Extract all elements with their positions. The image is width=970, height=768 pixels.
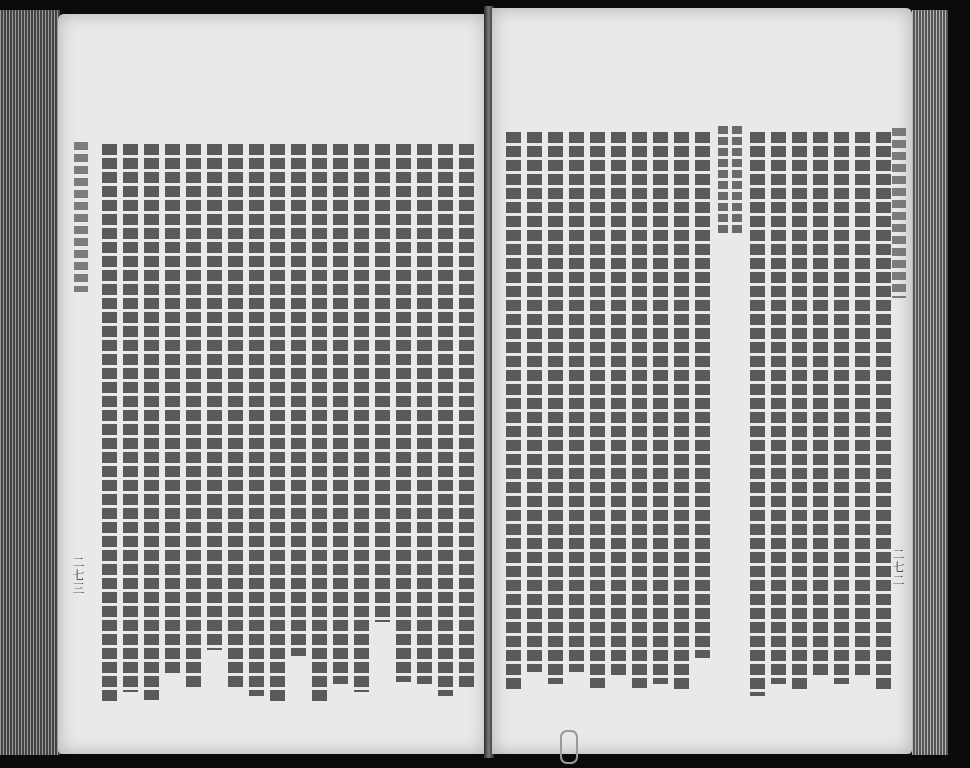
text-column <box>506 132 521 692</box>
text-column <box>834 132 849 684</box>
clip-icon <box>560 730 578 764</box>
left-running-header <box>74 142 88 292</box>
text-column <box>590 132 605 688</box>
left-page-edges <box>0 10 60 755</box>
text-column <box>165 144 180 674</box>
text-column <box>375 144 390 622</box>
text-column <box>270 144 285 704</box>
text-column <box>695 132 710 658</box>
text-column <box>438 144 453 696</box>
text-column <box>750 132 765 696</box>
text-column <box>653 132 668 684</box>
left-page <box>58 14 486 754</box>
text-column <box>527 132 542 672</box>
text-column <box>813 132 828 678</box>
text-column <box>354 144 369 692</box>
text-column <box>771 132 786 684</box>
text-column <box>144 144 159 700</box>
text-column <box>186 144 201 690</box>
right-page <box>492 8 912 754</box>
text-column <box>291 144 306 656</box>
text-column <box>674 132 689 692</box>
text-column <box>855 132 870 676</box>
text-column <box>312 144 327 702</box>
text-column-small <box>732 126 742 236</box>
text-column <box>102 144 117 704</box>
left-page-number: 二七三 <box>71 556 85 595</box>
right-page-edges <box>912 10 948 755</box>
text-column <box>207 144 222 650</box>
text-column <box>569 132 584 672</box>
text-column <box>611 132 626 676</box>
text-column <box>548 132 563 684</box>
text-column <box>876 132 891 692</box>
right-page-number: 二七二 <box>891 548 905 587</box>
right-running-header <box>892 128 906 298</box>
text-column <box>249 144 264 696</box>
text-column <box>396 144 411 682</box>
text-column <box>792 132 807 690</box>
text-column <box>632 132 647 688</box>
text-column-small <box>718 126 728 236</box>
text-column <box>459 144 474 690</box>
text-column <box>333 144 348 684</box>
text-column <box>123 144 138 692</box>
text-column <box>228 144 243 688</box>
text-column <box>417 144 432 684</box>
